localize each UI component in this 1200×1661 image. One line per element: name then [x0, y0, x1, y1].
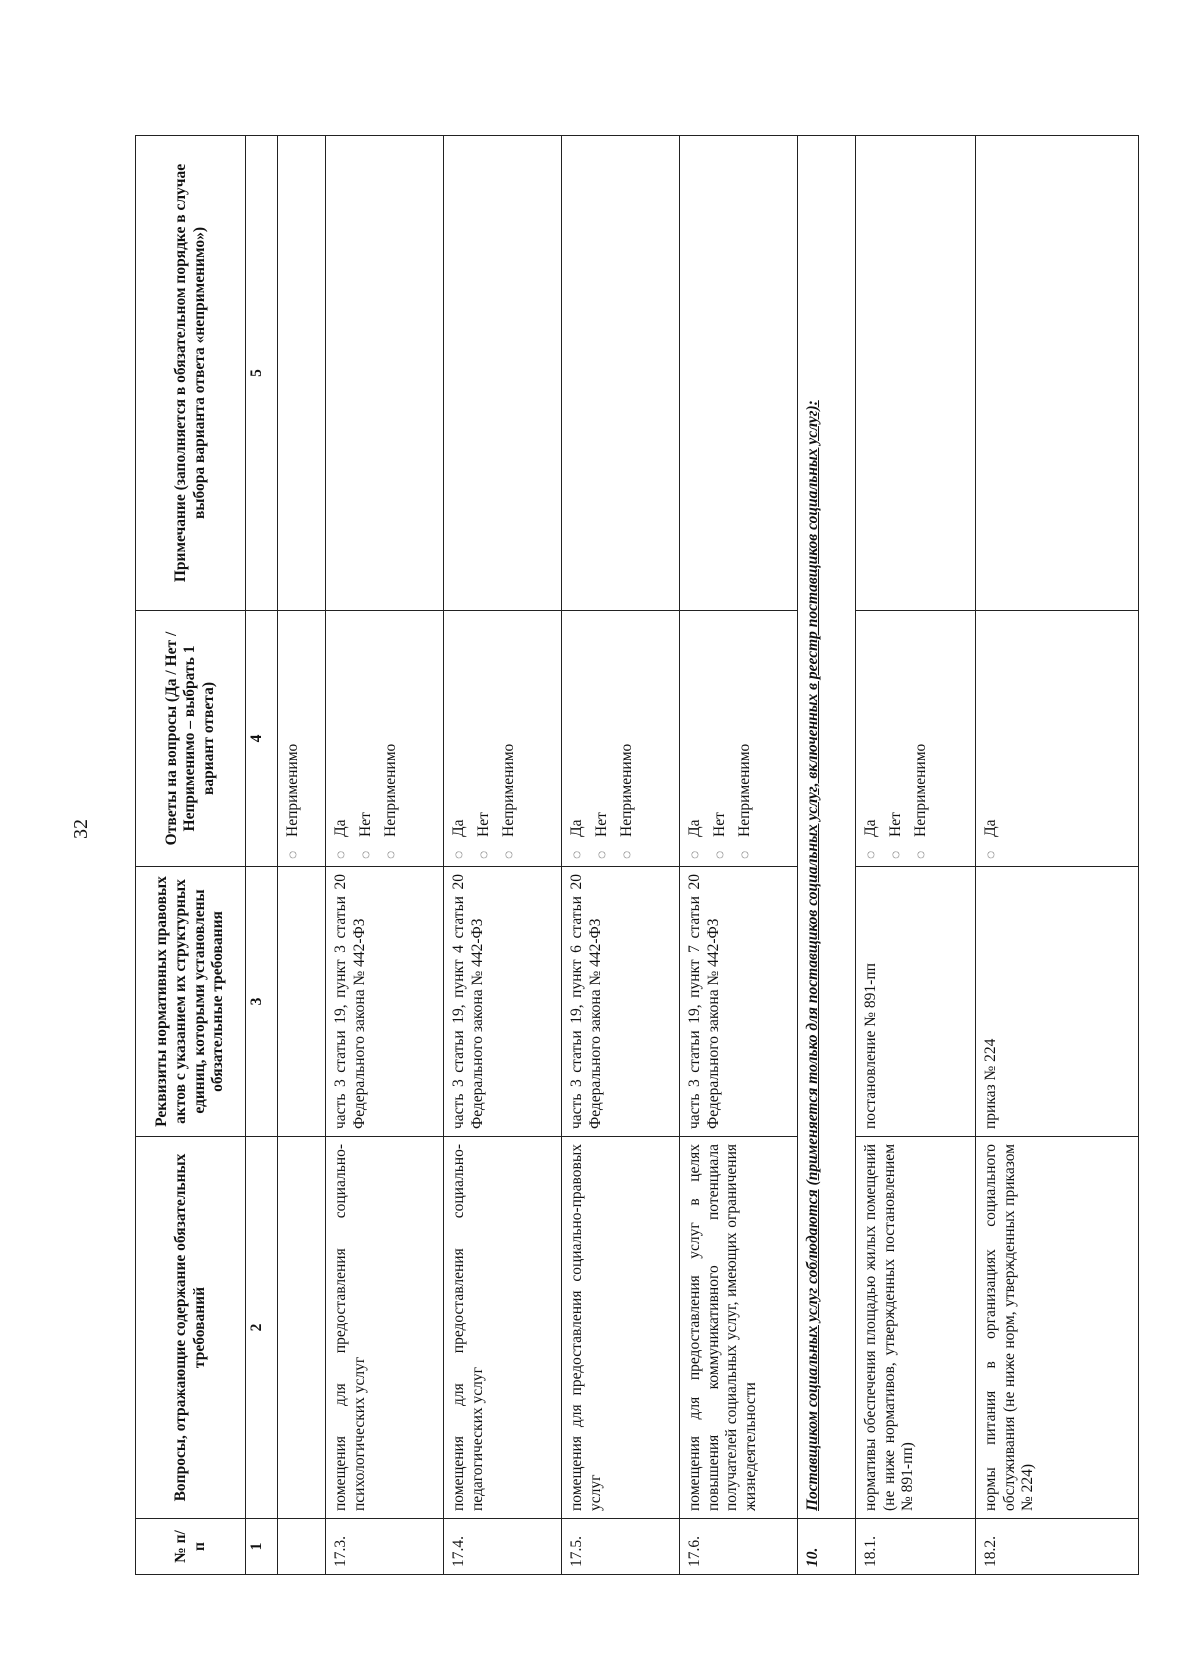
answer-option[interactable] [686, 618, 705, 859]
row-note[interactable] [278, 136, 326, 611]
radio-icon[interactable]: ◌ [334, 850, 349, 859]
radio-icon[interactable]: ◌ [383, 850, 399, 859]
header-requisites: Реквизиты нормативных правовых актов с указанием их структурных единиц, которыми установлены обязательные требования [136, 867, 246, 1137]
row-answers [680, 611, 798, 867]
radio-icon[interactable]: ◌ [864, 850, 879, 859]
answer-label: Нет [356, 812, 374, 837]
row-num: 17.3. [326, 1519, 444, 1575]
row-num: 18.2. [976, 1519, 1139, 1575]
row-question: помещения для предоставления услуг в целях повышения коммуникативного потенциала получателей социальных услуг, имеющих ограничения жизнедеятельности [680, 1137, 798, 1519]
radio-icon[interactable]: ◌ [984, 850, 999, 859]
row-note[interactable] [680, 136, 798, 611]
column-number: 5 [246, 136, 278, 611]
row-answers [856, 611, 976, 867]
answer-option[interactable] [912, 618, 931, 859]
table-row [856, 136, 976, 1575]
header-num: № п/п [136, 1519, 246, 1575]
row-requisites: часть 3 статьи 19, пункт 6 статьи 20 Федерального закона № 442-ФЗ [562, 867, 680, 1137]
answer-label: Нет [710, 812, 728, 837]
row-requisites: приказ № 224 [976, 867, 1139, 1137]
row-question: помещения для предоставления социально-педагогических услуг [444, 1137, 562, 1519]
radio-icon[interactable]: ◌ [737, 850, 753, 859]
row-question: нормативы обеспечения площадью жилых помещений (не ниже нормативов, утвержденных постановлением № 891-пп) [856, 1137, 976, 1519]
section-num: 10. [798, 1519, 856, 1575]
row-note[interactable] [562, 136, 680, 611]
radio-icon[interactable]: ◌ [358, 850, 374, 859]
radio-icon[interactable]: ◌ [570, 850, 585, 859]
table-row [444, 136, 562, 1575]
header-note: Примечание (заполняется в обязательном порядке в случае выбора варианта ответа «неприменимо») [136, 136, 246, 611]
answer-label: Неприменимо [911, 743, 929, 837]
row-answers [562, 611, 680, 867]
answer-label: Нет [886, 812, 904, 837]
answer-label: Да [982, 819, 999, 837]
answer-option[interactable] [568, 618, 587, 859]
row-note[interactable] [856, 136, 976, 611]
row-num: 17.5. [562, 1519, 680, 1575]
answer-option[interactable] [500, 618, 519, 859]
row-requisites: часть 3 статьи 19, пункт 4 статьи 20 Федерального закона № 442-ФЗ [444, 867, 562, 1137]
header-answers: Ответы на вопросы (Да / Нет / Неприменимо – выбрать 1 вариант ответа) [136, 611, 246, 867]
answer-label: Неприменимо [499, 743, 517, 837]
row-requisites: постановление № 891-пп [856, 867, 976, 1137]
row-num [278, 1519, 326, 1575]
rotated-table [135, 135, 1139, 1575]
page-number: 32 [70, 819, 92, 839]
answer-label: Неприменимо [617, 743, 635, 837]
answer-option[interactable] [382, 618, 401, 859]
requirements-table [135, 135, 1139, 1575]
row-requisites: часть 3 статьи 19, пункт 3 статьи 20 Федерального закона № 442-ФЗ [326, 867, 444, 1137]
row-answers [326, 611, 444, 867]
answer-label: Да [568, 819, 585, 837]
radio-icon[interactable]: ◌ [619, 850, 635, 859]
radio-icon[interactable]: ◌ [286, 850, 301, 859]
row-answers [278, 611, 326, 867]
radio-icon[interactable]: ◌ [888, 850, 904, 859]
answer-option[interactable] [450, 618, 469, 859]
row-answers [444, 611, 562, 867]
row-note[interactable] [326, 136, 444, 611]
answer-label: Да [686, 819, 703, 837]
answer-label: Да [450, 819, 467, 837]
radio-icon[interactable]: ◌ [712, 850, 728, 859]
column-number: 4 [246, 611, 278, 867]
row-question: помещения для предоставления социально-правовых услуг [562, 1137, 680, 1519]
answer-label: Да [332, 819, 349, 837]
row-num: 17.4. [444, 1519, 562, 1575]
answer-label: Да [862, 819, 879, 837]
row-num: 18.1. [856, 1519, 976, 1575]
answer-option[interactable] [862, 618, 881, 859]
answer-label: Неприменимо [284, 743, 301, 837]
table-row [278, 136, 326, 1575]
radio-icon[interactable]: ◌ [594, 850, 610, 859]
row-question: помещения для предоставления социально-психологических услуг [326, 1137, 444, 1519]
answer-option[interactable] [284, 618, 303, 859]
answer-option[interactable] [887, 618, 906, 859]
answer-option[interactable] [711, 618, 730, 859]
answer-label: Неприменимо [381, 743, 399, 837]
column-number: 3 [246, 867, 278, 1137]
answer-label: Нет [474, 812, 492, 837]
row-requisites: часть 3 статьи 19, пункт 7 статьи 20 Федерального закона № 442-ФЗ [680, 867, 798, 1137]
section-heading [798, 136, 856, 1519]
radio-icon[interactable]: ◌ [476, 850, 492, 859]
section-title: Поставщиком социальных услуг соблюдаются [804, 1189, 821, 1511]
column-number: 1 [246, 1519, 278, 1575]
row-note[interactable] [444, 136, 562, 611]
table-row [680, 136, 798, 1575]
answer-label: Неприменимо [735, 743, 753, 837]
answer-option[interactable] [736, 618, 755, 859]
header-question: Вопросы, отражающие содержание обязательных требований [136, 1137, 246, 1519]
row-num: 17.6. [680, 1519, 798, 1575]
row-note[interactable] [976, 136, 1139, 611]
answer-option[interactable] [357, 618, 376, 859]
document-table-container [135, 135, 1139, 1575]
row-answers [976, 611, 1139, 867]
answer-label: Нет [592, 812, 610, 837]
radio-icon[interactable]: ◌ [688, 850, 703, 859]
radio-icon[interactable]: ◌ [452, 850, 467, 859]
row-question: нормы питания в организациях социального обслуживания (не ниже норм, утвержденных приказом № 224) [976, 1137, 1139, 1519]
radio-icon[interactable]: ◌ [913, 850, 929, 859]
answer-option[interactable] [982, 618, 1001, 859]
row-question [278, 1137, 326, 1519]
section-row [798, 136, 856, 1575]
table-header-row [136, 136, 246, 1575]
table-row [326, 136, 444, 1575]
answer-option[interactable] [475, 618, 494, 859]
column-number-row [246, 136, 278, 1575]
radio-icon[interactable]: ◌ [501, 850, 517, 859]
answer-option[interactable] [618, 618, 637, 859]
answer-option[interactable] [593, 618, 612, 859]
column-number: 2 [246, 1137, 278, 1519]
table-row [976, 136, 1139, 1575]
table-row [562, 136, 680, 1575]
row-requisites [278, 867, 326, 1137]
section-note: (применяется только для поставщиков социальных услуг, включенных в реестр поставщиков социальных услуг): [804, 400, 821, 1186]
answer-option[interactable] [332, 618, 351, 859]
